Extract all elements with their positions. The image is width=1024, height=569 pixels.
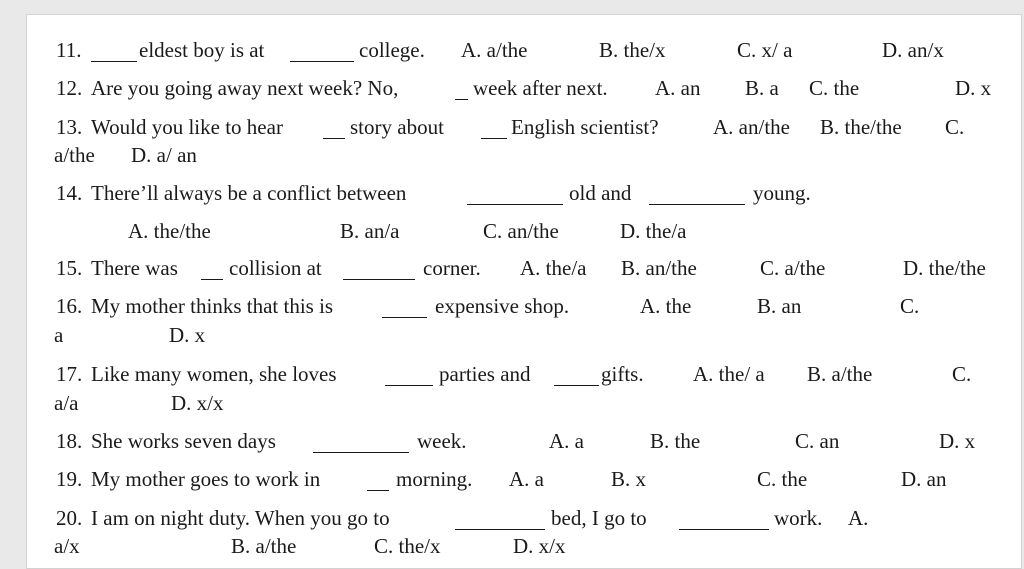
answer-blank [467, 204, 563, 205]
option-c: C. [952, 362, 972, 386]
option-c: C. the/x [374, 534, 441, 558]
answer-blank [481, 138, 507, 139]
option-d: D. an [901, 467, 947, 491]
answer-blank [91, 61, 137, 62]
question-text: bed, I go to [551, 506, 647, 530]
option-c: C. [900, 294, 920, 318]
option-a: A. a [549, 429, 584, 453]
answer-blank [554, 385, 599, 386]
question-text: Would you like to hear [91, 115, 283, 139]
option-d: D. an/x [882, 38, 944, 62]
question-text: There’ll always be a conflict between [91, 181, 407, 205]
option-b: B. a/the [807, 362, 873, 386]
option-c: C. an [795, 429, 840, 453]
answer-blank [455, 529, 545, 530]
question-text: Are you going away next week? No, [91, 76, 399, 100]
option-b: B. the/x [599, 38, 666, 62]
option-a: A. the [640, 294, 692, 318]
answer-blank [455, 99, 468, 100]
question-text: collision at [229, 256, 322, 280]
option-d: D. the/a [620, 219, 687, 243]
option-a: A. the/the [128, 219, 211, 243]
question-number: 13. [56, 115, 83, 139]
question-text: There was [91, 256, 178, 280]
option-d: D. x [955, 76, 992, 100]
option-a: A. a/the [461, 38, 528, 62]
question-text: college. [359, 38, 425, 62]
question-text: I am on night duty. When you go to [91, 506, 390, 530]
option-c-answer: a [54, 323, 64, 347]
question-text: expensive shop. [435, 294, 570, 318]
option-c: C. an/the [483, 219, 559, 243]
question-text: She works seven days [91, 429, 276, 453]
question-number: 14. [56, 181, 83, 205]
option-d: D. a/ an [131, 143, 197, 167]
option-a-answer: a/x [54, 534, 80, 558]
question-text: morning. [396, 467, 473, 491]
option-b: B. the [650, 429, 701, 453]
question-text: eldest boy is at [139, 38, 265, 62]
option-c: C. [945, 115, 965, 139]
option-c: C. x/ a [737, 38, 793, 62]
option-d: D. x [169, 323, 206, 347]
answer-blank [367, 490, 389, 491]
option-a: A. an/the [713, 115, 790, 139]
answer-blank [382, 317, 427, 318]
option-a: A. the/ a [693, 362, 765, 386]
option-b: B. the/the [820, 115, 902, 139]
question-number: 15. [56, 256, 83, 280]
option-b: B. x [611, 467, 647, 491]
question-number: 20. [56, 506, 83, 530]
option-b: B. a/the [231, 534, 297, 558]
question-text: old and [569, 181, 632, 205]
question-text: My mother goes to work in [91, 467, 321, 491]
question-text: English scientist? [511, 115, 659, 139]
option-a: A. [848, 506, 869, 530]
option-b: B. an [757, 294, 802, 318]
question-text: young. [753, 181, 811, 205]
option-c-answer: a/the [54, 143, 95, 167]
option-c-answer: a/a [54, 391, 79, 415]
answer-blank [323, 138, 345, 139]
option-c: C. the [809, 76, 860, 100]
answer-blank [649, 204, 745, 205]
question-text: gifts. [601, 362, 644, 386]
question-number: 11. [56, 38, 82, 62]
answer-blank [313, 452, 409, 453]
option-c: C. the [757, 467, 808, 491]
question-number: 19. [56, 467, 83, 491]
question-text: parties and [439, 362, 531, 386]
question-text: story about [350, 115, 444, 139]
option-d: D. the/the [903, 256, 986, 280]
option-b: B. a [745, 76, 779, 100]
option-d: D. x/x [513, 534, 566, 558]
question-number: 18. [56, 429, 83, 453]
answer-blank [343, 279, 415, 280]
answer-blank [679, 529, 769, 530]
question-number: 16. [56, 294, 83, 318]
option-d: D. x/x [171, 391, 224, 415]
answer-blank [385, 385, 433, 386]
option-a: A. the/a [520, 256, 587, 280]
worksheet-page [26, 14, 1022, 569]
question-text: week after next. [473, 76, 608, 100]
question-text: Like many women, she loves [91, 362, 337, 386]
option-d: D. x [939, 429, 976, 453]
question-text: My mother thinks that this is [91, 294, 334, 318]
question-text: work. [774, 506, 823, 530]
answer-blank [201, 279, 223, 280]
question-number: 12. [56, 76, 83, 100]
question-text: corner. [423, 256, 481, 280]
answer-blank [290, 61, 354, 62]
question-number: 17. [56, 362, 83, 386]
option-b: B. an/a [340, 219, 400, 243]
option-c: C. a/the [760, 256, 826, 280]
question-text: week. [417, 429, 467, 453]
option-a: A. an [655, 76, 701, 100]
option-a: A. a [509, 467, 544, 491]
option-b: B. an/the [621, 256, 697, 280]
